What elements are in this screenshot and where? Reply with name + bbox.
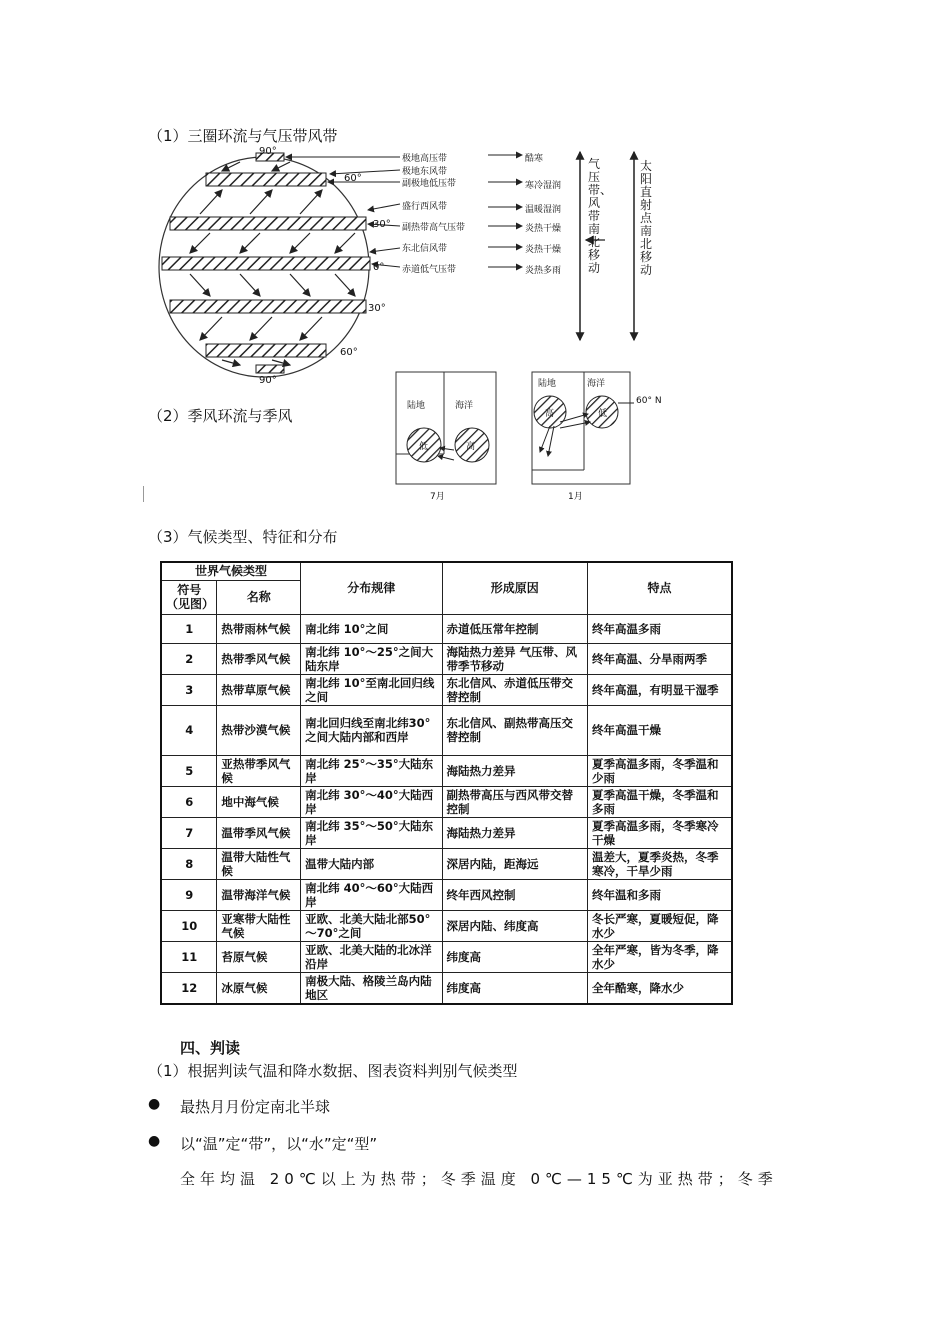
cell-dist: 南北纬 10°～25°之间大陆东岸 — [301, 643, 442, 674]
cell-dist: 南北回归线至南北纬30°之间大陆内部和西岸 — [301, 705, 442, 755]
header-group: 世界气候类型 — [161, 562, 301, 580]
lat-label-30s: 30° — [368, 303, 386, 314]
section-4-heading: 四、判读 — [180, 1039, 241, 1057]
cell-feature: 全年严寒，皆为冬季，降水少 — [588, 941, 733, 972]
cell-n: 11 — [161, 941, 217, 972]
section-1-title: （1）三圈环流与气压带风带 — [148, 127, 338, 145]
jan-low-label: 低 — [598, 409, 608, 419]
cell-name: 热带雨林气候 — [217, 614, 301, 643]
cell-dist: 南北纬 25°～35°大陆东岸 — [301, 755, 442, 786]
climate-label-2: 寒冷湿润 — [525, 181, 562, 191]
belt-subtropical-high-south — [170, 300, 366, 313]
monsoon-diagrams — [390, 368, 680, 488]
cell-n: 5 — [161, 755, 217, 786]
cell-feature: 冬长严寒，夏暖短促，降水少 — [588, 910, 733, 941]
bullet-text-1: 最热月月份定南北半球 — [180, 1098, 331, 1116]
leader-lines-right — [488, 155, 522, 267]
cell-feature: 夏季高温多雨，冬季温和少雨 — [588, 755, 733, 786]
cell-feature: 夏季高温多雨，冬季寒冷干燥 — [588, 817, 733, 848]
cell-cause: 纬度高 — [442, 972, 587, 1004]
cell-n: 7 — [161, 817, 217, 848]
header-symbol: 符号（见图） — [161, 580, 217, 614]
section-2-title: （2）季风环流与季风 — [148, 407, 293, 425]
cell-dist: 南北纬 30°～40°大陆西岸 — [301, 786, 442, 817]
table-row — [161, 643, 732, 674]
header-feature: 特点 — [588, 562, 733, 614]
lat-label-90n: 90° — [259, 146, 277, 157]
table-body — [161, 614, 732, 1004]
cell-dist: 亚欧、北美大陆的北冰洋沿岸 — [301, 941, 442, 972]
cell-n: 8 — [161, 848, 217, 879]
table-row — [161, 972, 732, 1004]
cell-feature: 终年高温、分旱雨两季 — [588, 643, 733, 674]
belt-label-1: 极地高压带 — [402, 154, 448, 164]
section-4-sub1: （1）根据判读气温和降水数据、图表资料判别气候类型 — [148, 1062, 518, 1080]
cell-dist: 南北纬 10°之间 — [301, 614, 442, 643]
climate-label-1: 酷寒 — [525, 154, 544, 164]
cell-n: 12 — [161, 972, 217, 1004]
cell-cause: 深居内陆，距海远 — [442, 848, 587, 879]
cell-feature: 终年高温多雨 — [588, 614, 733, 643]
climate-table — [160, 561, 733, 1005]
side-label-sun-move: 太阳直射点南北移动 — [640, 159, 653, 277]
belt-subpolar-low-north — [206, 173, 326, 186]
climate-label-5: 炎热干燥 — [525, 245, 562, 255]
belt-label-2: 极地东风带 — [402, 167, 448, 177]
belt-polar-high-south — [256, 365, 284, 373]
belt-label-4: 盛行西风带 — [402, 202, 448, 212]
cell-name: 苔原气候 — [217, 941, 301, 972]
cell-n: 10 — [161, 910, 217, 941]
cell-name: 温带海洋气候 — [217, 879, 301, 910]
cell-feature: 终年高温干燥 — [588, 705, 733, 755]
table-row — [161, 910, 732, 941]
cell-cause: 海陆热力差异 气压带、风带季节移动 — [442, 643, 587, 674]
july-land-label: 陆地 — [407, 401, 426, 411]
july-ocean-label: 海洋 — [455, 401, 474, 411]
lat-label-60n: 60° — [344, 173, 362, 184]
july-high-label: 高 — [466, 442, 476, 452]
jan-high-label: 高 — [545, 409, 555, 419]
cell-name: 冰原气候 — [217, 972, 301, 1004]
cell-n: 4 — [161, 705, 217, 755]
belt-equatorial-low — [162, 257, 370, 270]
cell-n: 9 — [161, 879, 217, 910]
lat-label-60s: 60° — [340, 347, 358, 358]
cell-cause: 赤道低压常年控制 — [442, 614, 587, 643]
cell-n: 1 — [161, 614, 217, 643]
lat-label-0: 0° — [373, 262, 385, 273]
cell-cause: 深居内陆、纬度高 — [442, 910, 587, 941]
table-row — [161, 786, 732, 817]
cell-feature: 全年酷寒，降水少 — [588, 972, 733, 1004]
side-label-belts-move: 气压带、风带南北移动 — [588, 157, 613, 275]
paragraph-1: 全年均温 20℃以上为热带；冬季温度 0℃—15℃为亚热带；冬季 — [180, 1170, 778, 1188]
cell-dist: 南北纬 40°～60°大陆西岸 — [301, 879, 442, 910]
jan-land-label: 陆地 — [538, 379, 557, 389]
cell-dist: 南北纬 10°至南北回归线之间 — [301, 674, 442, 705]
cell-feature: 夏季高温干燥，冬季温和多雨 — [588, 786, 733, 817]
belt-subpolar-low-south — [206, 344, 326, 357]
cell-feature: 温差大，夏季炎热，冬季寒冷，干旱少雨 — [588, 848, 733, 879]
climate-label-4: 炎热干燥 — [525, 224, 562, 234]
lat-label-90s: 90° — [259, 375, 277, 386]
belt-label-6: 东北信风带 — [402, 244, 448, 254]
table-row — [161, 674, 732, 705]
cell-cause: 东北信风、赤道低压带交替控制 — [442, 674, 587, 705]
july-frame — [396, 372, 496, 484]
cell-n: 2 — [161, 643, 217, 674]
cell-name: 温带季风气候 — [217, 817, 301, 848]
cell-cause: 海陆热力差异 — [442, 755, 587, 786]
table-row — [161, 941, 732, 972]
july-low-label: 低 — [419, 442, 429, 452]
belt-label-5: 副热带高气压带 — [402, 223, 466, 233]
table-row — [161, 614, 732, 643]
cell-name: 热带季风气候 — [217, 643, 301, 674]
bullet-text-2: 以“温”定“带”，以“水”定“型” — [180, 1135, 378, 1153]
belt-label-3: 副极地低压带 — [402, 179, 457, 189]
table-row — [161, 879, 732, 910]
table-row — [161, 755, 732, 786]
cell-cause: 纬度高 — [442, 941, 587, 972]
cell-name: 亚寒带大陆性气候 — [217, 910, 301, 941]
header-cause: 形成原因 — [442, 562, 587, 614]
july-month-label: 7月 — [430, 492, 445, 502]
lat-label-30n: 30° — [373, 219, 391, 230]
cell-name: 热带草原气候 — [217, 674, 301, 705]
cell-name: 地中海气候 — [217, 786, 301, 817]
climate-label-3: 温暖湿润 — [525, 205, 562, 215]
jan-month-label: 1月 — [568, 492, 583, 502]
climate-label-6: 炎热多雨 — [525, 266, 562, 276]
table-row — [161, 848, 732, 879]
cell-n: 6 — [161, 786, 217, 817]
jan-lat-label: 60° N — [636, 396, 662, 406]
header-name: 名称 — [217, 580, 301, 614]
section-3-title: （3）气候类型、特征和分布 — [148, 528, 338, 546]
belt-subtropical-high-north — [170, 217, 366, 230]
cell-name: 亚热带季风气候 — [217, 755, 301, 786]
cell-cause: 海陆热力差异 — [442, 817, 587, 848]
cell-feature: 终年高温，有明显干湿季 — [588, 674, 733, 705]
table-row — [161, 817, 732, 848]
cell-cause: 终年西风控制 — [442, 879, 587, 910]
jan-ocean-label: 海洋 — [587, 379, 606, 389]
cursor-mark — [143, 486, 144, 502]
cell-n: 3 — [161, 674, 217, 705]
cell-cause: 东北信风、副热带高压交替控制 — [442, 705, 587, 755]
cell-dist: 南北纬 35°～50°大陆东岸 — [301, 817, 442, 848]
cell-name: 热带沙漠气候 — [217, 705, 301, 755]
belt-label-7: 赤道低气压带 — [402, 265, 457, 275]
cell-name: 温带大陆性气候 — [217, 848, 301, 879]
bullet-dot-1: ● — [148, 1096, 161, 1112]
cell-dist: 南极大陆、格陵兰岛内陆地区 — [301, 972, 442, 1004]
header-dist: 分布规律 — [301, 562, 442, 614]
cell-feature: 终年温和多雨 — [588, 879, 733, 910]
cell-cause: 副热带高压与西风带交替控制 — [442, 786, 587, 817]
cell-dist: 温带大陆内部 — [301, 848, 442, 879]
cell-dist: 亚欧、北美大陆北部50°～70°之间 — [301, 910, 442, 941]
table-row — [161, 705, 732, 755]
bullet-dot-2: ● — [148, 1133, 161, 1149]
